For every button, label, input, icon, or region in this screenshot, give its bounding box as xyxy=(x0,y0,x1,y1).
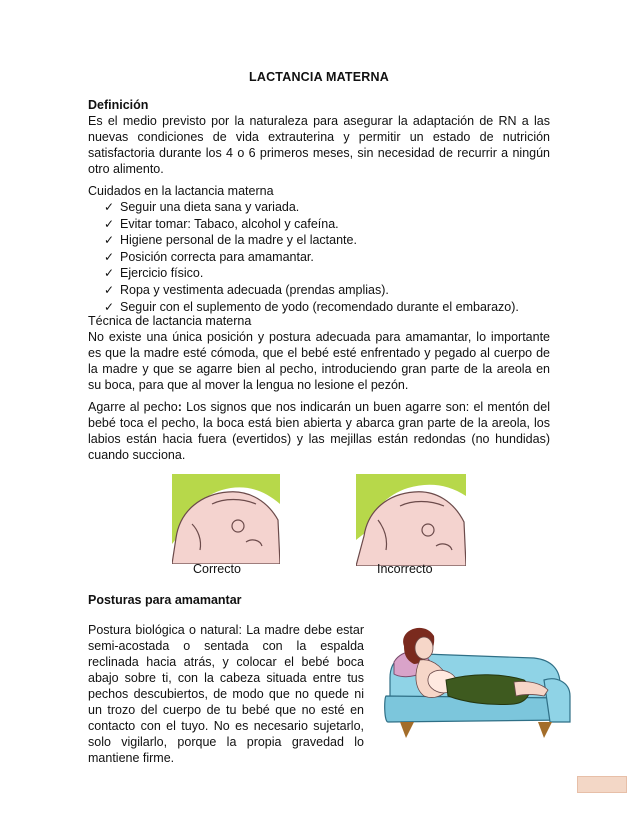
care-list-item xyxy=(104,232,519,249)
care-list-item xyxy=(104,216,519,233)
page-title: LACTANCIA MATERNA xyxy=(249,70,389,84)
latch-paragraph xyxy=(88,399,550,463)
care-list-item xyxy=(104,282,519,299)
technique-text: No existe una única posición y postura adecuada para amamantar, lo importante es que la madre esté cómoda, que el bebé esté enfrentado y pegado al cuerpo de la madre y que se agarre bien al pecho, introduciendo gran parte de la areola en su boca, para que al mover la lengua no lesione el pezón. xyxy=(88,330,550,392)
correct-latch-illustration xyxy=(172,474,280,564)
checkmark-icon: ✓ xyxy=(104,216,115,231)
care-list-item xyxy=(104,265,519,282)
care-list-item xyxy=(104,199,519,216)
checkmark-icon: ✓ xyxy=(104,282,115,297)
checkmark-icon: ✓ xyxy=(104,249,115,264)
postures-text: Postura biológica o natural: La madre debe estar semi-acostada o sentada con la espalda reclinada hacia atrás, y colocar el bebé boca abajo sobre ti, con la cabeza situada entre tus pechos descubiertos, de modo que no quede ni un trozo del cuerpo de tu bebé que no esté en contacto con el tuyo. No es necesario sujetarlo, solo vigilarlo, porque la propia gravedad lo mantiene firme. xyxy=(88,623,364,765)
checkmark-icon: ✓ xyxy=(104,233,115,248)
latch-colon: : xyxy=(177,400,182,414)
latch-text: Los signos que nos indicarán un buen agarre son: el mentón del bebé toca el pecho, la boca está bien abierta y abarca gran parte de la areola, los labios están hacia fuera (evertidos) y las mejillas están redondas (no hundidas) cuando succiona. xyxy=(88,400,550,462)
care-list xyxy=(104,199,519,315)
care-item-label: Ejercicio físico. xyxy=(120,266,204,281)
definition-text: Es el medio previsto por la naturaleza para asegurar la adaptación de RN a las nuevas condiciones de vida extrauterina y permitir un estado de nutrición satisfactoria durante los 4 o 6 primeros meses, sin necesidad de recurrir a ningún otro alimento. xyxy=(88,114,550,176)
care-item-label: Seguir con el suplemento de yodo (recomendado durante el embarazo). xyxy=(120,299,519,314)
care-item-label: Evitar tomar: Tabaco, alcohol y cafeína. xyxy=(120,216,339,231)
care-item-label: Seguir una dieta sana y variada. xyxy=(120,200,300,214)
care-item-label: Posición correcta para amamantar. xyxy=(120,249,314,264)
checkmark-icon: ✓ xyxy=(104,266,115,281)
technique-heading: Técnica de lactancia materna xyxy=(88,314,252,328)
incorrect-latch-illustration xyxy=(356,474,466,566)
incorrect-caption: Incorrecto xyxy=(377,562,433,576)
care-heading: Cuidados en la lactancia materna xyxy=(88,184,274,198)
care-list-item xyxy=(104,249,519,266)
mother-on-sofa-illustration xyxy=(384,618,572,744)
latch-lead: Agarre al pecho xyxy=(88,400,178,414)
correct-caption: Correcto xyxy=(193,562,241,576)
corner-page-tab xyxy=(577,776,627,793)
checkmark-icon: ✓ xyxy=(104,200,115,214)
care-item-label: Higiene personal de la madre y el lactante. xyxy=(120,233,357,248)
definition-heading: Definición xyxy=(88,98,149,112)
postures-heading: Posturas para amamantar xyxy=(88,593,242,607)
checkmark-icon: ✓ xyxy=(104,299,115,314)
care-item-label: Ropa y vestimenta adecuada (prendas amplias). xyxy=(120,282,389,297)
